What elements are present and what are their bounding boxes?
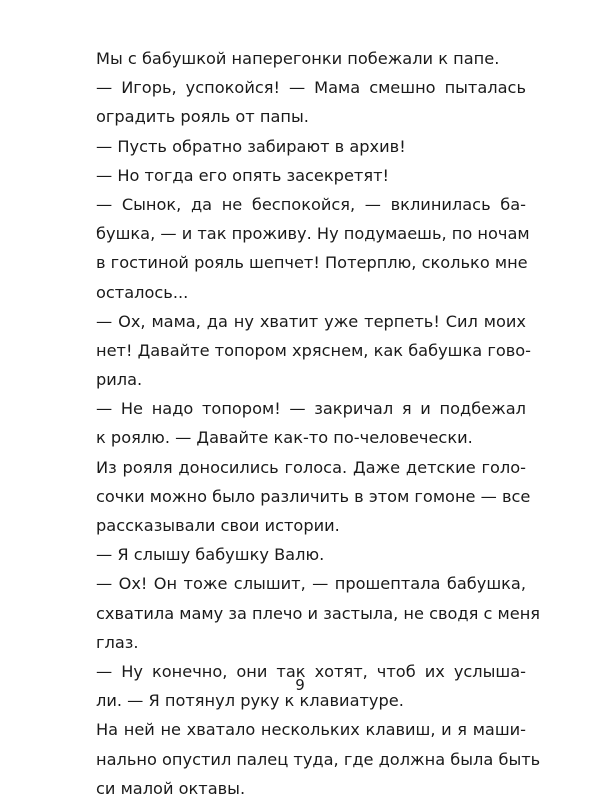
text-line: глаз. (96, 632, 139, 652)
text-line: осталось... (96, 282, 189, 302)
text-line: — Ох! Он тоже слышит, — прошептала бабушка, (96, 574, 526, 594)
text-line: к роялю. — Давайте как-то по-человечески. (96, 428, 473, 448)
text-line: оградить рояль от папы. (96, 107, 309, 127)
text-line: На ней не хватало нескольких клавиш, и я маши- (96, 720, 526, 740)
text-line: схватила маму за плечо и застыла, не сводя с меня (96, 603, 541, 623)
text-line: — Ну конечно, они так хотят, чтоб их услыша- (96, 661, 526, 681)
text-line: — Ох, мама, да ну хватит уже терпеть! Сил моих (96, 311, 526, 331)
text-line: — Но тогда его опять засекретят! (96, 165, 389, 185)
text-line: рила. (96, 370, 143, 390)
text-line: — Не надо топором! — закричал я и подбежал (96, 399, 526, 419)
text-line: си малой октавы. (96, 778, 246, 798)
text-line: Из рояля доносились голоса. Даже детские голо- (96, 457, 526, 477)
text-line: бушка, — и так проживу. Ну подумаешь, по ночам (96, 224, 530, 244)
text-line: — Я слышу бабушку Валю. (96, 545, 325, 565)
text-line: нет! Давайте топором хряснем, как бабушка гово- (96, 340, 532, 360)
text-line: нально опустил палец туда, где должна была быть (96, 749, 541, 769)
text-line: рассказывали свои истории. (96, 516, 340, 535)
page-number: 9 (295, 676, 305, 694)
text-line: — Игорь, успокойся! — Мама смешно пыталась (96, 78, 526, 98)
text-line: Мы с бабушкой наперегонки побежали к папе. (96, 49, 500, 68)
text-line: — Сынок, да не беспокойся, — вклинилась ба- (96, 194, 526, 214)
text-line: в гостиной рояль шепчет! Потерплю, сколько мне (96, 253, 528, 273)
text-line: ли. — Я потянул руку к клавиатуре. (96, 691, 404, 711)
text-line: сочки можно было различить в этом гомоне — все (96, 486, 531, 506)
text-line: — Пусть обратно забирают в архив! (96, 136, 406, 156)
